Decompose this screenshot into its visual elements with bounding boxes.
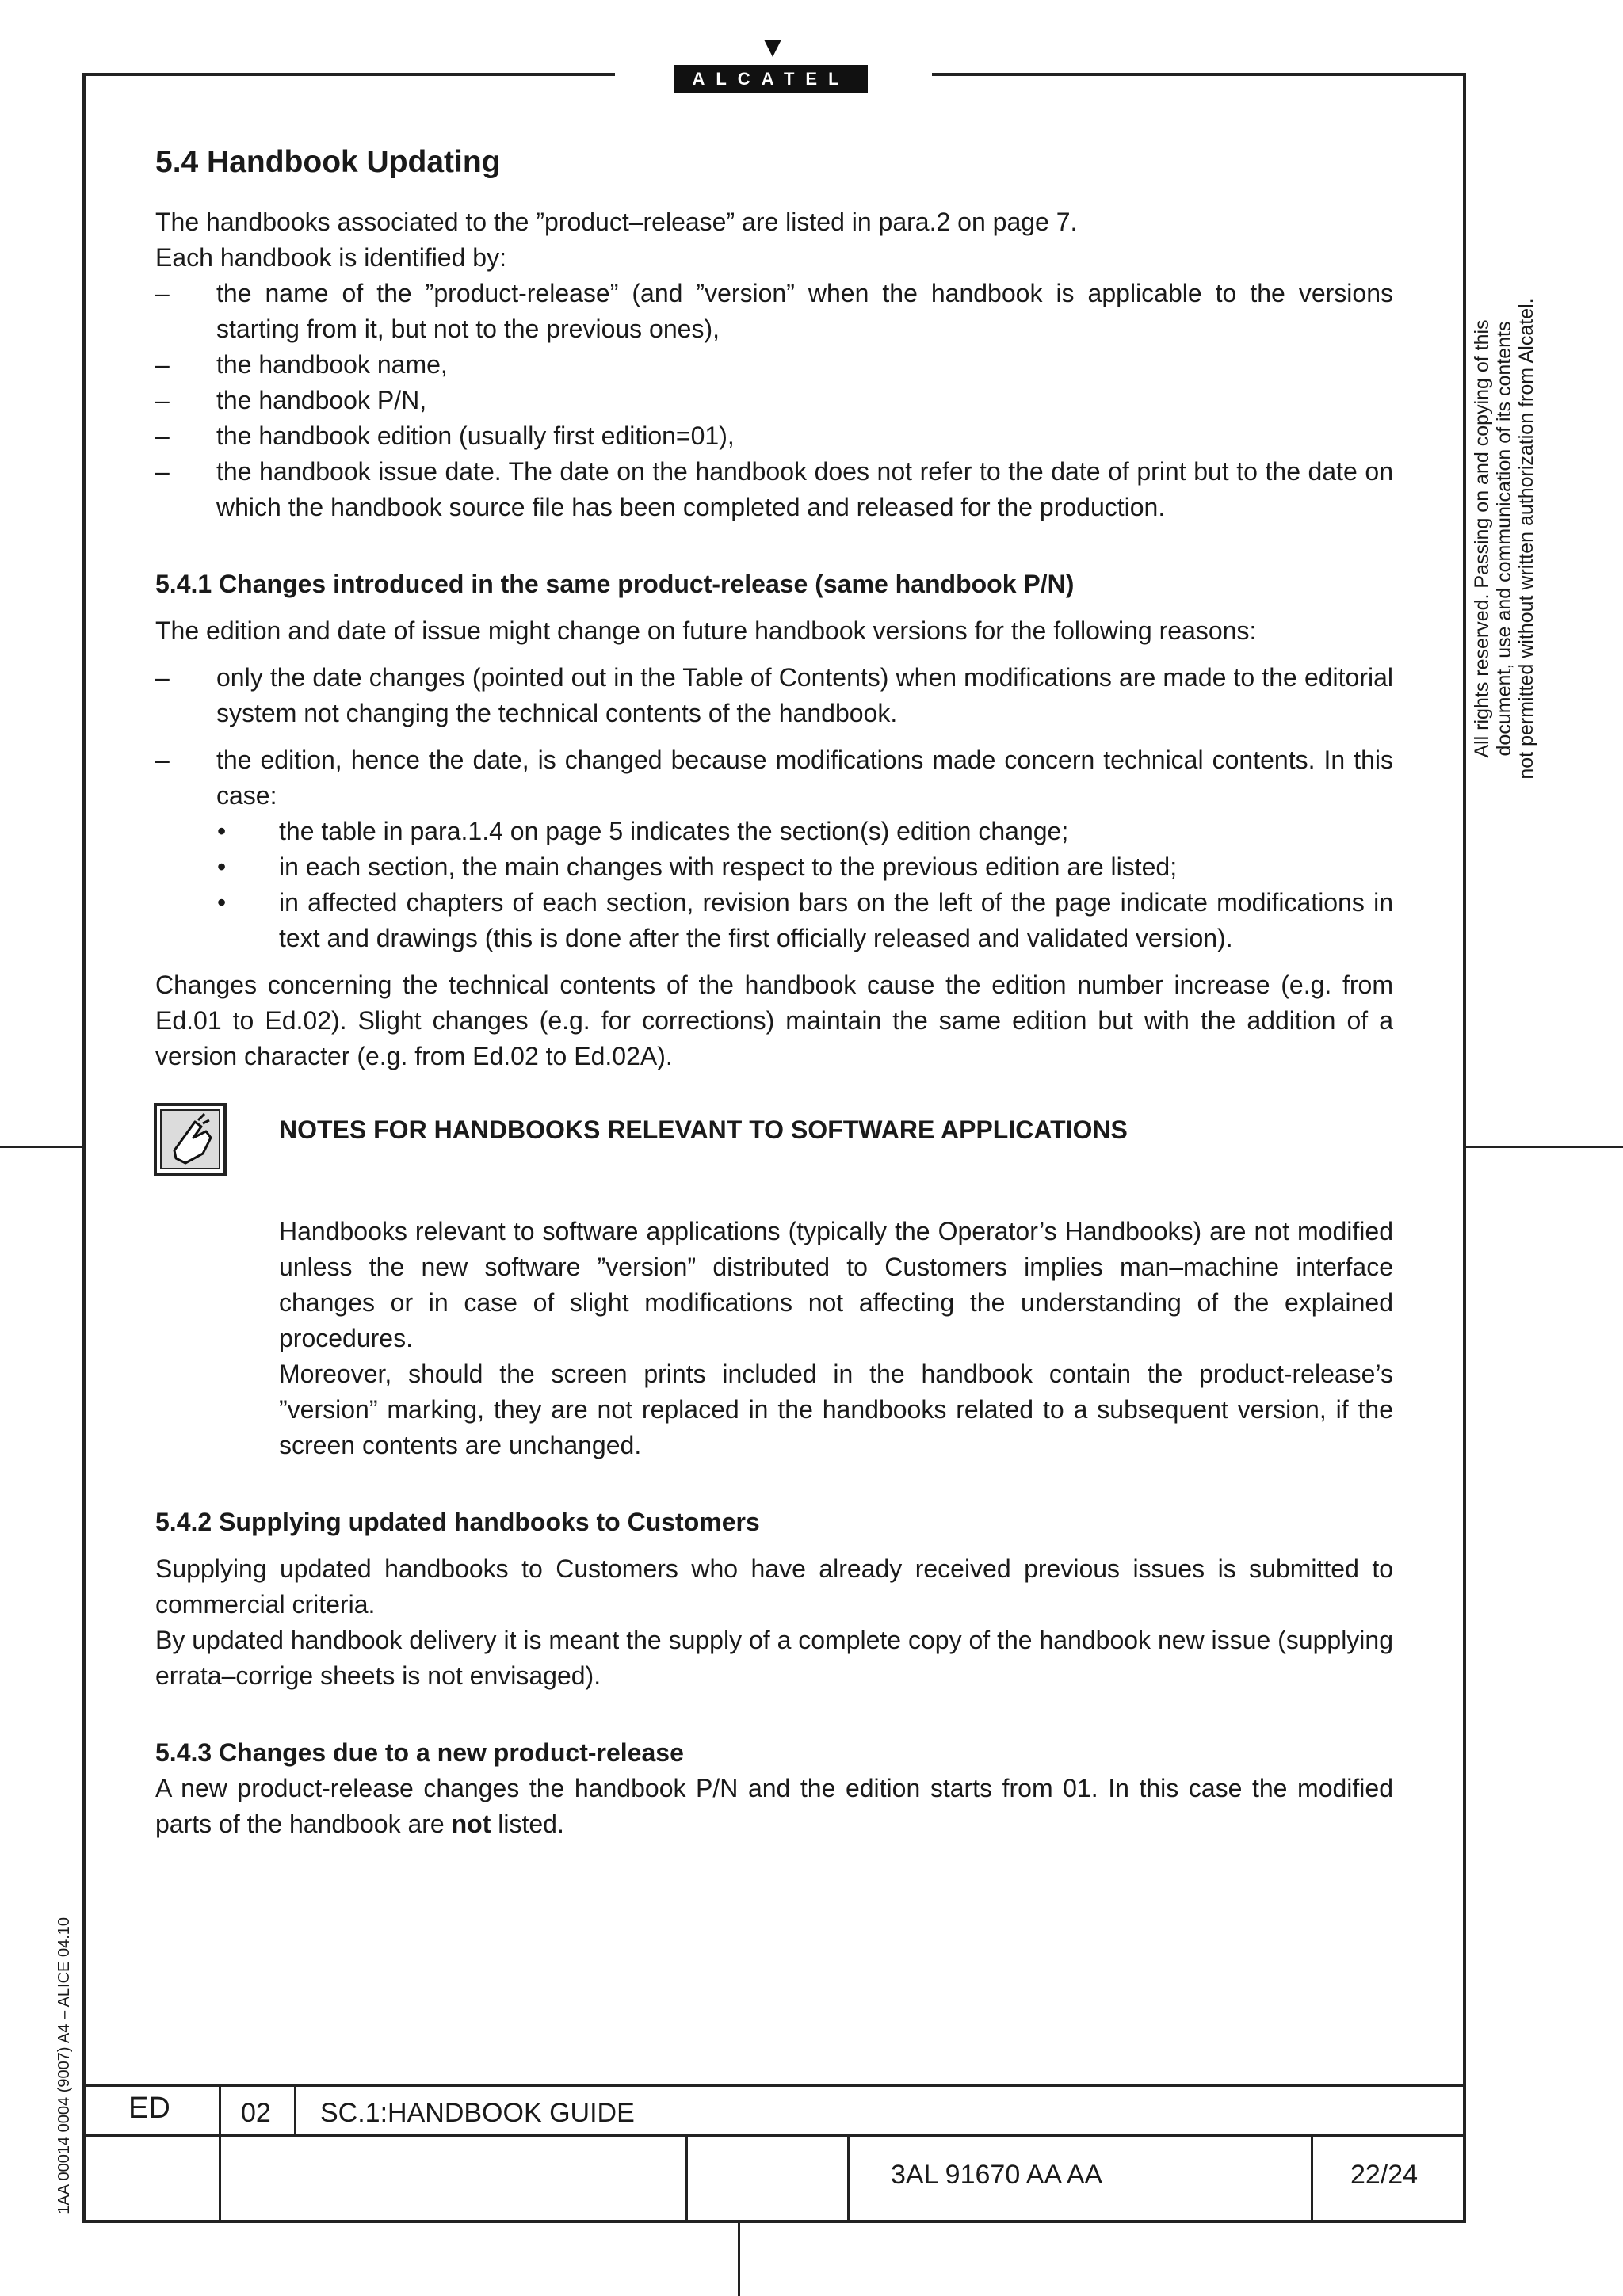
list-item-text: the handbook name, — [216, 350, 448, 379]
list-item — [155, 849, 1393, 885]
alcatel-logo: ALCATEL — [674, 65, 868, 93]
note-body-1: Handbooks relevant to software applications (typically the Operator’s Handbooks) are not modified unless the new software ”version” distributed to Customers implies man–machine interface changes or in case of slight modifications not affecting the understanding of the explained procedures. — [279, 1217, 1393, 1352]
list-item-text: the handbook issue date. The date on the handbook does not refer to the date of print but to the date on which the handbook source file has been completed and released for the production. — [216, 457, 1393, 521]
subsection-542-para-1: Supplying updated handbooks to Customers who have already received previous issues is submitted to commercial criteria. — [155, 1554, 1393, 1619]
emphasis-text: not — [451, 1810, 491, 1838]
list-item-text: the table in para.1.4 on page 5 indicates the section(s) edition change; — [279, 817, 1069, 845]
identifier-list — [155, 276, 1393, 525]
footer-page-number: 22/24 — [1350, 2160, 1419, 2190]
dash-marker: – — [155, 421, 170, 450]
footer-doc-code: 3AL 91670 AA AA — [891, 2160, 1103, 2190]
subsection-542-title: 5.4.2 Supplying updated handbooks to Customers — [155, 1508, 760, 1536]
fold-mark-bottom — [738, 2223, 740, 2296]
note-header — [155, 1103, 1393, 1185]
list-item — [155, 814, 1393, 849]
list-item — [155, 885, 1393, 956]
subsection-543-text — [155, 1771, 1393, 1842]
copyright-notice — [1471, 277, 1537, 800]
note-title: NOTES FOR HANDBOOKS RELEVANT TO SOFTWARE APPLICATIONS — [279, 1116, 1128, 1144]
list-item-text: the handbook P/N, — [216, 386, 427, 414]
subsection-541-closing: Changes concerning the technical contents of the handbook cause the edition number increase (e.g. from Ed.01 to Ed.02). Slight changes (e.g. for corrections) maintain the same edition but with the addition of a version character (e.g. from Ed.02 to Ed.02A). — [155, 971, 1393, 1070]
fold-mark-left — [0, 1146, 82, 1148]
frame-top-left-line — [82, 73, 615, 76]
dash-marker: – — [155, 350, 170, 379]
copyright-line-3: not permitted without written authorization from Alcatel. — [1515, 298, 1537, 780]
frame-right-line — [1463, 73, 1466, 2223]
dash-marker: – — [155, 746, 170, 774]
pointing-hand-icon — [154, 1103, 227, 1176]
page-content — [155, 143, 1393, 1842]
subsection-541-title: 5.4.1 Changes introduced in the same product-release (same handbook P/N) — [155, 570, 1075, 598]
list-item — [155, 276, 1393, 347]
bullet-marker: • — [217, 817, 227, 845]
subsection-542-para-2: By updated handbook delivery it is meant the supply of a complete copy of the handbook new issue (supplying errata–corrige sheets is not envisaged). — [155, 1626, 1393, 1690]
subsection-541-intro: The edition and date of issue might change on future handbook versions for the following reasons: — [155, 616, 1257, 645]
copyright-line-2: document, use and communication of its contents — [1493, 321, 1515, 757]
text-run: listed. — [491, 1810, 564, 1838]
text-run: A new product-release changes the handbook P/N and the edition starts from 01. In this case the modified parts of the handbook are — [155, 1774, 1393, 1838]
bullet-marker: • — [217, 852, 227, 881]
frame-top-right-line — [932, 73, 1466, 76]
dash-marker: – — [155, 663, 170, 692]
frame-left-line — [82, 73, 86, 2223]
form-code — [52, 1917, 84, 2234]
form-code-text: 1AA 00014 0004 (9007) A4 – ALICE 04.10 — [55, 1917, 73, 2214]
list-item — [155, 454, 1393, 525]
list-item — [155, 418, 1393, 454]
list-item-text: the name of the ”product-release” (and ”version” when the handbook is applicable to the versions starting from it, but not to the previous ones), — [216, 279, 1393, 343]
list-item-text: in affected chapters of each section, revision bars on the left of the page indicate modifications in text and drawings (this is done after the first officially released and validated version). — [279, 888, 1393, 952]
note-body-2: Moreover, should the screen prints included in the handbook contain the product-release’s ”version” marking, they are not replaced in the handbooks related to a subsequent version, if the screen contents are unchanged. — [279, 1360, 1393, 1459]
copyright-line-1: All rights reserved. Passing on and copying of this — [1471, 319, 1493, 758]
list-item — [155, 347, 1393, 383]
reason-item-2 — [155, 742, 1393, 814]
list-item-text: the edition, hence the date, is changed because modifications made concern technical contents. In this case: — [216, 746, 1393, 810]
fold-mark-right — [1466, 1146, 1623, 1148]
list-item-text: the handbook edition (usually first edition=01), — [216, 421, 735, 450]
dash-marker: – — [155, 457, 170, 486]
dash-marker: – — [155, 386, 170, 414]
bullet-marker: • — [217, 888, 227, 917]
list-item-text: only the date changes (pointed out in the Table of Contents) when modifications are made to the editorial system not changing the technical contents of the handbook. — [216, 663, 1393, 727]
subsection-543-title: 5.4.3 Changes due to a new product-release — [155, 1738, 684, 1767]
reason-item-1 — [155, 660, 1393, 731]
footer-ed-label: ED — [128, 2092, 170, 2125]
footer-edition-number: 02 — [241, 2098, 271, 2128]
list-item — [155, 383, 1393, 418]
dash-marker: – — [155, 279, 170, 307]
list-item-text: in each section, the main changes with respect to the previous edition are listed; — [279, 852, 1178, 881]
footer-title-block — [82, 2084, 1466, 2223]
section-intro-1: The handbooks associated to the ”product–release” are listed in para.2 on page 7. — [155, 208, 1078, 236]
footer-doc-title: SC.1:HANDBOOK GUIDE — [320, 2098, 635, 2128]
section-intro-2: Each handbook is identified by: — [155, 243, 506, 272]
logo-arrow-icon — [764, 40, 781, 57]
section-title: 5.4 Handbook Updating — [155, 145, 501, 179]
